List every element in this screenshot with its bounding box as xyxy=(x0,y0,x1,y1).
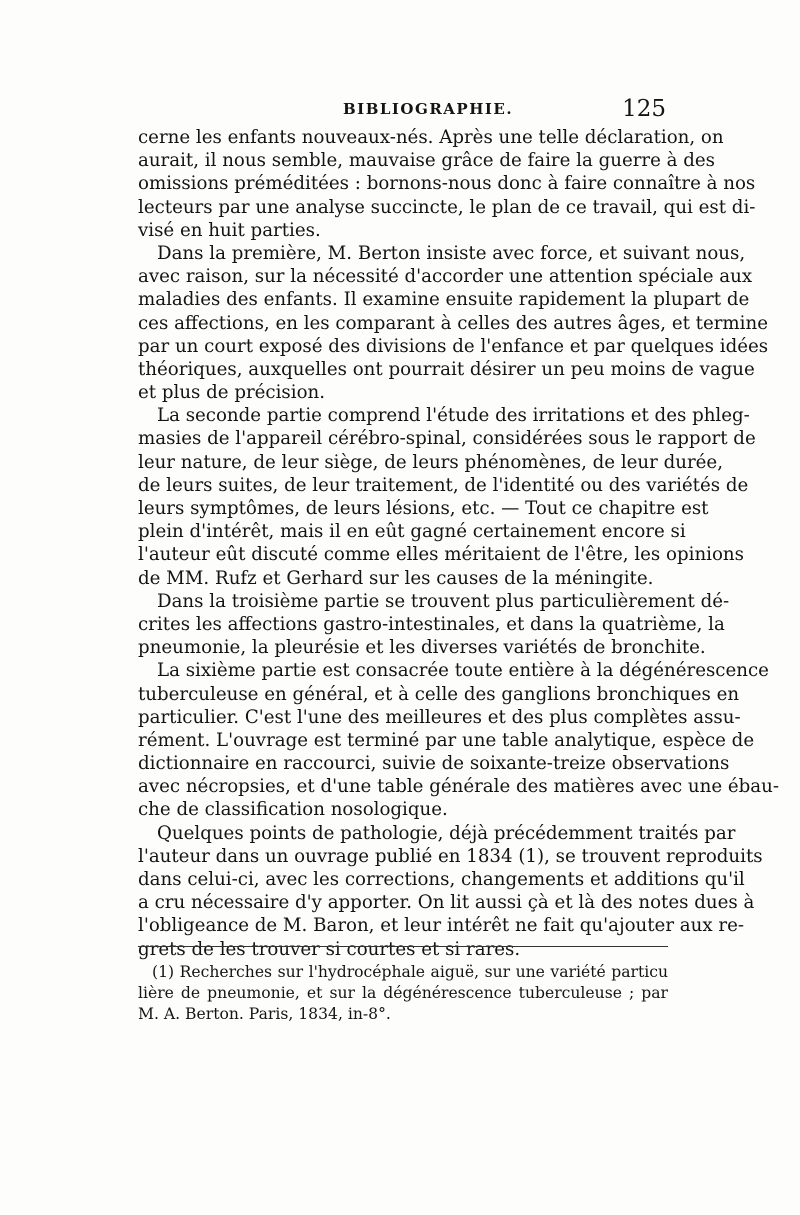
text-line: l'auteur eût discuté comme elles méritaient de l'être, les opinions xyxy=(138,544,744,566)
text-line: avec raison, sur la nécessité d'accorder une attention spéciale aux xyxy=(138,266,753,288)
text-line: tuberculeuse en général, et à celle des ganglions bronchiques en xyxy=(138,683,740,705)
footnote xyxy=(138,962,668,1025)
text-line: grets de les trouver si courtes et si rares. xyxy=(138,938,521,960)
text-line: che de classification nosologique. xyxy=(138,799,448,821)
text-line: La seconde partie comprend l'étude des irritations et des phleg- xyxy=(157,405,750,427)
text-line: a cru nécessaire d'y apporter. On lit aussi çà et là des notes dues à xyxy=(138,892,755,914)
footnote-line: M. A. Berton. Paris, 1834, in-8°. xyxy=(138,1005,391,1023)
footnote-line: lière de pneumonie, et sur la dégénérescence tuberculeuse ; par xyxy=(138,984,668,1002)
text-line: rément. L'ouvrage est terminé par une table analytique, espèce de xyxy=(138,729,755,751)
text-line: plein d'intérêt, mais il en eût gagné certainement encore si xyxy=(138,521,686,543)
text-line: La sixième partie est consacrée toute entière à la dégénérescence xyxy=(157,660,769,682)
text-line: crites les affections gastro-intestinales, et dans la quatrième, la xyxy=(138,613,725,635)
page-header xyxy=(138,96,666,128)
text-line: l'obligeance de M. Baron, et leur intérêt ne fait qu'ajouter aux re- xyxy=(138,915,744,937)
text-line: leur nature, de leur siège, de leurs phénomènes, de leur durée, xyxy=(138,451,723,473)
text-line: ces affections, en les comparant à celles des autres âges, et termine xyxy=(138,312,768,334)
text-line: et plus de précision. xyxy=(138,382,326,404)
text-line: Dans la troisième partie se trouvent plus particulièrement dé- xyxy=(157,590,730,612)
running-title: BIBLIOGRAPHIE. xyxy=(343,100,514,118)
footnote-line: (1) Recherches sur l'hydrocéphale aiguë, sur une variété particu xyxy=(152,963,668,981)
text-line: par un court exposé des divisions de l'enfance et par quelques idées xyxy=(138,335,769,357)
text-line: leurs symptômes, de leurs lésions, etc. — Tout ce chapitre est xyxy=(138,498,709,519)
text-line: cerne les enfants nouveaux-nés. Après une telle déclaration, on xyxy=(138,127,724,148)
text-line: particulier. C'est l'une des meilleures et des plus complètes assu- xyxy=(138,706,741,728)
text-line: de MM. Rufz et Gerhard sur les causes de la méningite. xyxy=(138,567,654,589)
text-line: visé en huit parties. xyxy=(138,219,321,241)
text-line: Quelques points de pathologie, déjà précédemment traités par xyxy=(157,822,736,844)
text-line: Dans la première, M. Berton insiste avec force, et suivant nous, xyxy=(157,242,746,264)
text-line: l'auteur dans un ouvrage publié en 1834 (1), se trouvent reproduits xyxy=(138,845,763,867)
footnote-divider xyxy=(138,946,668,947)
text-line: lecteurs par une analyse succincte, le plan de ce travail, qui est di- xyxy=(138,196,756,218)
page-number: 125 xyxy=(622,96,666,122)
body-text xyxy=(138,126,780,961)
text-line: dictionnaire en raccourci, suivie de soixante-treize observations xyxy=(138,753,730,775)
text-line: masies de l'appareil cérébro-spinal, considérées sous le rapport de xyxy=(138,428,756,450)
text-line: de leurs suites, de leur traitement, de l'identité ou des variétés de xyxy=(138,474,749,496)
text-line: avec nécropsies, et d'une table générale des matières avec une ébau- xyxy=(138,776,780,798)
text-line: omissions préméditées : bornons-nous donc à faire connaître à nos xyxy=(138,173,756,195)
text-line: pneumonie, la pleurésie et les diverses variétés de bronchite. xyxy=(138,637,706,659)
text-line: théoriques, auxquelles ont pourrait désirer un peu moins de vague xyxy=(138,358,755,380)
text-line: dans celui-ci, avec les corrections, changements et additions qu'il xyxy=(138,869,745,890)
text-line: maladies des enfants. Il examine ensuite rapidement la plupart de xyxy=(138,289,750,311)
text-line: aurait, il nous semble, mauvaise grâce de faire la guerre à des xyxy=(138,150,716,172)
